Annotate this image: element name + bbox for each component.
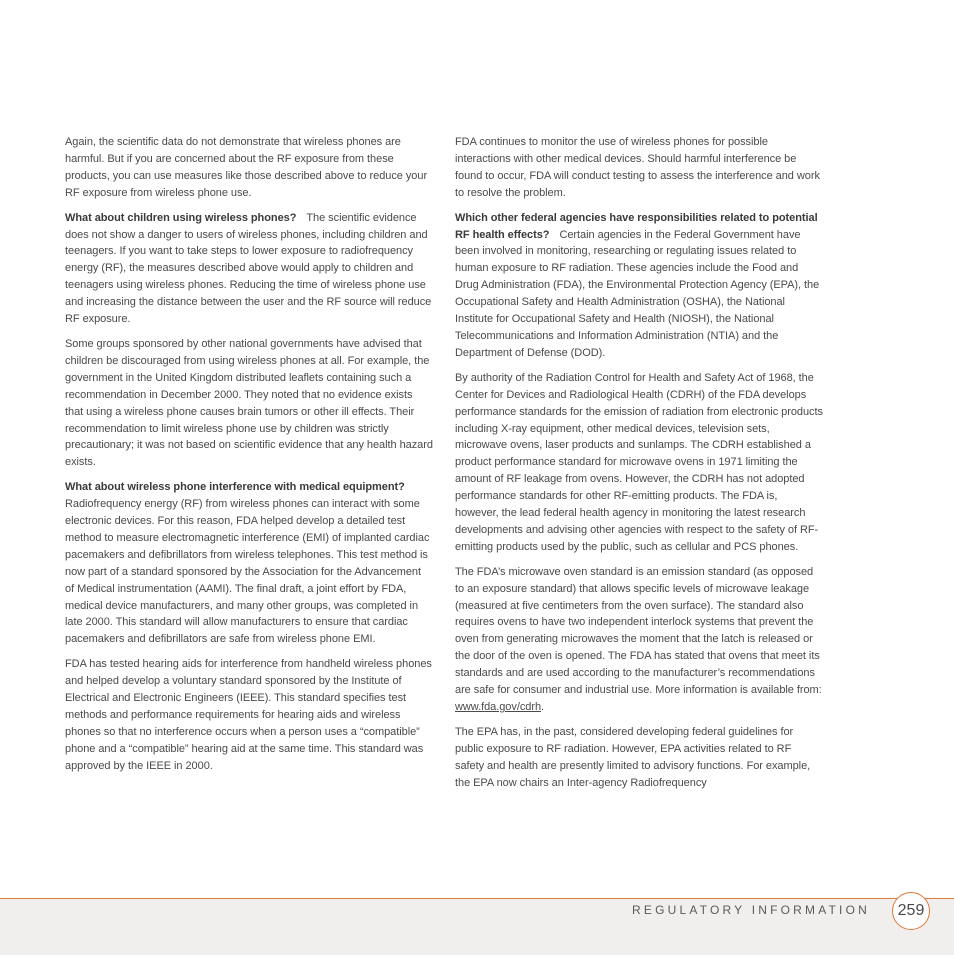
answer-text: The scientific evidence does not show a danger to users of wireless phones, including children and teenagers. If you want to take steps to lower exposure to radiofrequency energy (RF), the measures described above would apply to children and teenagers using wireless phones. Reducing the time of wireless phone use and increasing the distance between the user and the RF source will reduce RF exposure. <box>65 211 432 326</box>
paragraph-end: . <box>541 701 545 713</box>
right-column <box>455 134 823 800</box>
paragraph: FDA continues to monitor the use of wireless phones for possible interactions with other medical devices. Should harmful interference be found to occur, FDA will conduct testing to assess the interference and work to resolve the problem. <box>455 136 820 199</box>
paragraph: The EPA has, in the past, considered developing federal guidelines for public exposure to RF radiation. However, EPA activities related to RF safety and health are presently limited to advisory functions. For example, the EPA now chairs an Inter-agency Radiofrequency <box>455 725 811 789</box>
question-heading: What about wireless phone interference with medical equipment? <box>65 481 405 494</box>
page-number-badge <box>892 892 930 930</box>
paragraph-with-question <box>455 210 823 362</box>
paragraph-with-question <box>65 479 433 648</box>
paragraph: By authority of the Radiation Control for Health and Safety Act of 1968, the Center for Devices and Radiological Health (CDRH) of the FDA develops performance standards for the emission of radiation from electronic products including X-ray equipment, other medical devices, television sets, microwave ovens, laser products and sunlamps. The CDRH established a product performance standard for microwave ovens in 1971 limiting the amount of RF leakage from ovens. However, the CDRH has not adopted performance standards for other RF-emitting products. The FDA is, however, the lead federal health agency in monitoring the latest research developments and advising other agencies with respect to the safety of RF-emitting products used by the public, such as cellular and PCS phones. <box>455 371 823 553</box>
paragraph: Again, the scientific data do not demonstrate that wireless phones are harmful. But if you are concerned about the RF exposure from these products, you can use measures like those described above to reduce your RF exposure from wireless phone use. <box>65 136 428 199</box>
left-column <box>65 134 433 783</box>
paragraph: FDA has tested hearing aids for interference from handheld wireless phones and helped develop a voluntary standard sponsored by the Institute of Electrical and Electronic Engineers (IEEE). This standard specifies test methods and performance requirements for hearing aids and wireless phones so that no interference occurs when a person uses a “compatible” phone and a “compatible” hearing aid at the same time. This standard was approved by the IEEE in 2000. <box>65 658 432 772</box>
page-number: 259 <box>897 902 925 919</box>
paragraph-with-link <box>455 564 823 716</box>
paragraph: Some groups sponsored by other national governments have advised that children be discouraged from using wireless phones at all. For example, the government in the United Kingdom distributed leaflets containing such a recommendation in December 2000. They noted that no evidence exists that using a wireless phone causes brain tumors or other ill effects. Their recommendation to limit wireless phone use by children was strictly precautionary; it was not based on scientific evidence that any health hazard exists. <box>65 337 433 469</box>
fda-cdrh-link[interactable]: www.fda.gov/cdrh <box>455 701 542 713</box>
question-heading: What about children using wireless phones? <box>65 211 297 224</box>
answer-text: Certain agencies in the Federal Government have been involved in monitoring, researching or regulating issues related to human exposure to RF radiation. These agencies include the Food and Drug Administration (FDA), the Environmental Protection Agency (EPA), the Occupational Safety and Health Administration (OSHA), the National Institute for Occupational Safety and Health (NIOSH), the National Telecommunications and Information Administration (NTIA) and the Department of Defense (DOD). <box>455 228 820 359</box>
answer-text: Radiofrequency energy (RF) from wireless phones can interact with some electronic devices. For this reason, FDA helped develop a detailed test method to measure electromagnetic interference (EMI) of implanted cardiac pacemakers and defibrillators from wireless telephones. This test method is now part of a standard sponsored by the Association for the Advancement of Medical instrumentation (AAMI). The final draft, a joint effort by FDA, medical device manufacturers, and many other groups, was completed in late 2000. This standard will allow manufacturers to ensure that cardiac pacemakers and defibrillators are safe from wireless phone EMI. <box>65 498 430 646</box>
paragraph-with-question <box>65 210 433 328</box>
section-title: REGULATORY INFORMATION <box>632 903 870 917</box>
question-heading: Which other federal agencies have responsibilities related to potential RF health effects? <box>455 211 818 241</box>
paragraph-text: The FDA’s microwave oven standard is an emission standard (as opposed to an exposure standard) that allows specific levels of microwave leakage (measured at five centimeters from the oven surface). The standard also requires ovens to have two independent interlock systems that prevent the oven from generating microwaves the moment that the latch is released or the door of the oven is opened. The FDA has stated that ovens that meet its standards and are used according to the manufacturer’s recommendations are safe for consumer and industrial use. More information is available from: <box>455 565 822 697</box>
